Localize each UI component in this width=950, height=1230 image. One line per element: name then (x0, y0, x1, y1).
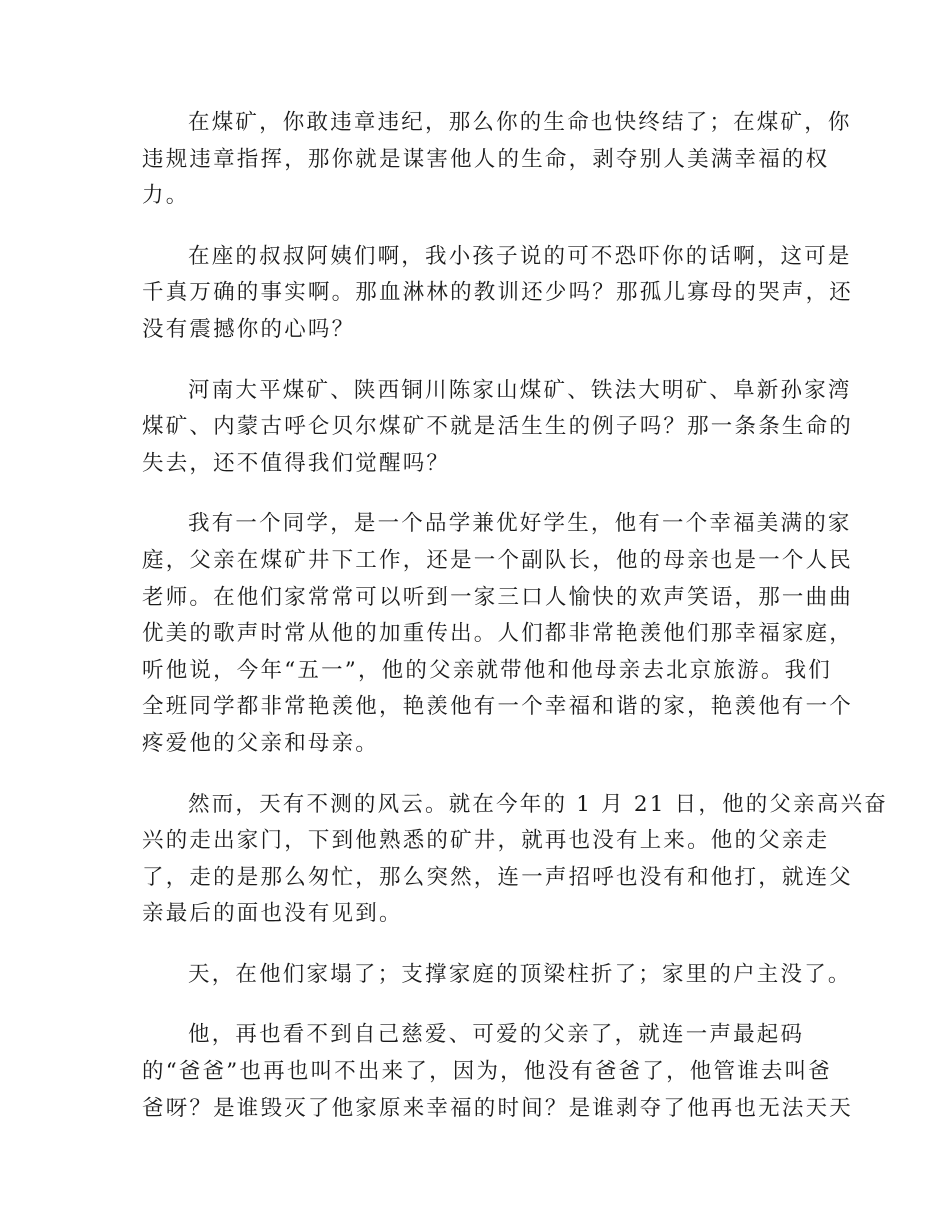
text-line: 的“爸爸”也再也叫不出来了，因为，他没有爸爸了，他管谁去叫爸 (142, 1059, 832, 1085)
paragraph-6 (142, 957, 852, 994)
text-line: 违规违章指挥，那你就是谋害他人的生命，剥夺别人美满幸福的权 (142, 146, 830, 172)
text-line: 然而，天有不测的风云。就在今年的 1 月 21 日，他的父亲高兴奋 (188, 791, 888, 817)
text-line: 千真万确的事实啊。那血淋林的教训还少吗？那孤儿寡母的哭声，还 (142, 280, 854, 306)
text-line: 河南大平煤矿、陕西铜川陈家山煤矿、铁法大明矿、阜新孙家湾 (188, 377, 852, 403)
paragraph-7 (142, 1017, 854, 1127)
paragraph-2 (142, 239, 854, 349)
paragraph-1 (142, 105, 852, 215)
text-line: 在煤矿，你敢违章违纪，那么你的生命也快终结了；在煤矿，你 (188, 110, 852, 135)
text-line: 优美的歌声时常从他的加重传出。人们都非常艳羡他们那幸福家庭， (142, 621, 854, 647)
text-line: 他，再也看不到自己慈爱、可爱的父亲了，就连一声最起码 (188, 1022, 805, 1048)
text-line: 没有震撼你的心吗？ (142, 316, 356, 342)
text-line: 爸呀？是谁毁灭了他家原来幸福的时间？是谁剥夺了他再也无法天天 (142, 1095, 854, 1121)
text-line: 在座的叔叔阿姨们啊，我小孩子说的可不恐吓你的话啊，这可是 (188, 243, 852, 269)
text-line: 全班同学都非常艳羡他，艳羡他有一个幸福和谐的家，艳羡他有一个 (142, 694, 854, 720)
paragraph-3 (142, 373, 854, 483)
text-line: 老师。在他们家常常可以听到一家三口人愉快的欢声笑语，那一曲曲 (142, 584, 854, 610)
text-line: 听他说，今年“五一”，他的父亲就带他和他母亲去北京旅游。我们 (142, 657, 832, 683)
text-line: 天，在他们家塌了；支撑家庭的顶梁柱折了；家里的户主没了。 (188, 961, 852, 987)
text-line: 失去，还不值得我们觉醒吗？ (142, 450, 451, 476)
text-line: 疼爱他的父亲和母亲。 (142, 730, 380, 756)
text-line: 煤矿、内蒙古呼仑贝尔煤矿不就是活生生的例子吗？那一条条生命的 (142, 414, 854, 440)
text-line: 我有一个同学，是一个品学兼优好学生，他有一个幸福美满的家 (188, 511, 852, 537)
text-line: 力。 (142, 183, 190, 209)
paragraph-4 (142, 506, 854, 762)
text-line: 亲最后的面也没有见到。 (142, 901, 403, 927)
text-line: 兴的走出家门，下到他熟悉的矿井，就再也没有上来。他的父亲走 (142, 828, 830, 854)
paragraph-5 (142, 787, 888, 933)
text-line: 了，走的是那么匆忙，那么突然，连一声招呼也没有和他打，就连父 (142, 864, 854, 890)
text-line: 庭，父亲在煤矿井下工作，还是一个副队长，他的母亲也是一个人民 (142, 547, 854, 573)
